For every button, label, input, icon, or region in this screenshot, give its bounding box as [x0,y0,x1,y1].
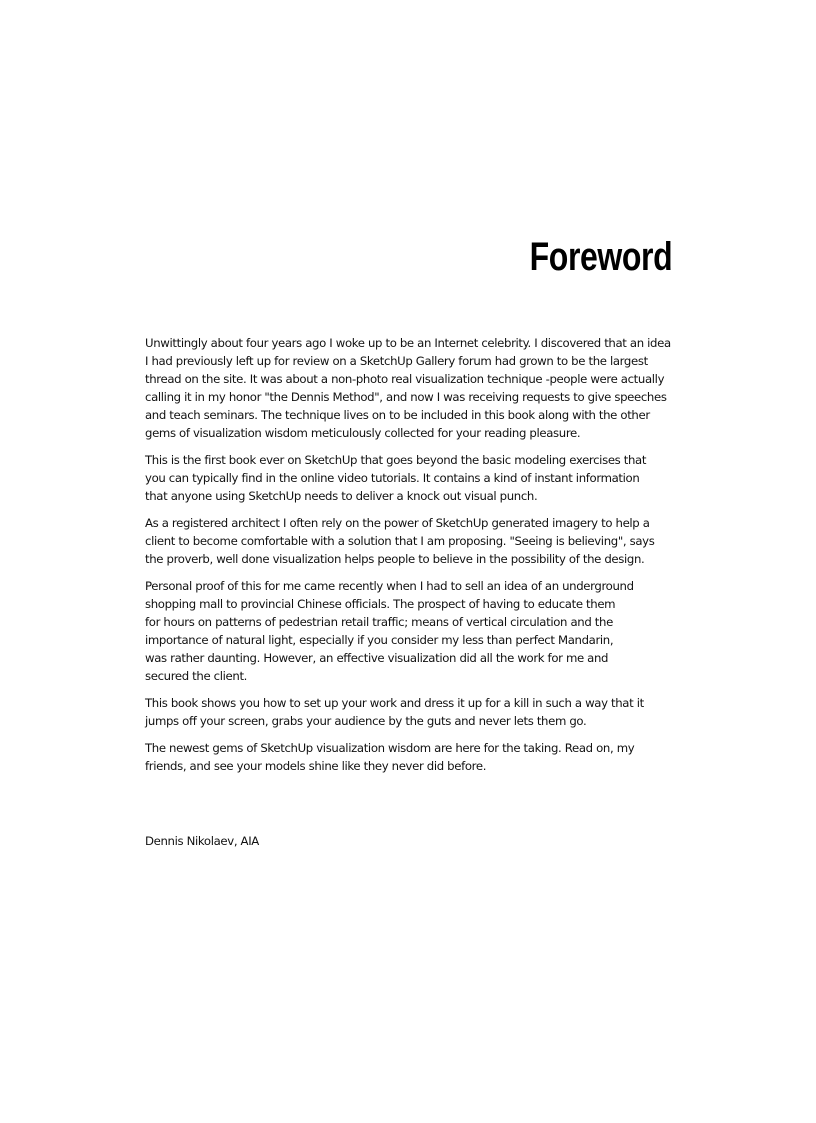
text-line: secured the client. [145,669,248,683]
text-line: The newest gems of SketchUp visualization wisdom are here for the taking. Read on, my [145,741,635,755]
text-line: you can typically find in the online video tutorials. It contains a kind of instant information [145,471,640,485]
text-line: for hours on patterns of pedestrian retail traffic; means of vertical circulation and the [145,615,613,629]
text-line: gems of visualization wisdom meticulously collected for your reading pleasure. [145,426,581,440]
text-line: that anyone using SketchUp needs to deliver a knock out visual punch. [145,489,538,503]
text-line: jumps off your screen, grabs your audience by the guts and never lets them go. [145,714,587,728]
paragraph-3 [145,514,675,568]
text-line: thread on the site. It was about a non-photo real visualization technique -people were actually [145,372,665,386]
text-line: As a registered architect I often rely on the power of SketchUp generated imagery to help a [145,516,650,530]
text-line: Unwittingly about four years ago I woke up to be an Internet celebrity. I discovered that an idea [145,336,671,350]
text-line: calling it in my honor "the Dennis Method", and now I was receiving requests to give speeches [145,390,667,404]
paragraph-1 [145,334,675,442]
paragraph-2 [145,451,675,505]
paragraph-6 [145,739,675,775]
text-line: friends, and see your models shine like they never did before. [145,759,487,773]
paragraph-5 [145,694,675,730]
text-line: the proverb, well done visualization helps people to believe in the possibility of the design. [145,552,645,566]
author-signature: Dennis Nikolaev, AIA [145,834,259,848]
text-line: and teach seminars. The technique lives on to be included in this book along with the other [145,408,650,422]
text-line: client to become comfortable with a solution that I am proposing. "Seeing is believing", says [145,534,655,548]
paragraph-4 [145,577,675,685]
text-line: I had previously left up for review on a SketchUp Gallery forum had grown to be the largest [145,354,648,368]
text-line: This is the first book ever on SketchUp that goes beyond the basic modeling exercises that [145,453,647,467]
text-line: importance of natural light, especially if you consider my less than perfect Mandarin, [145,633,614,647]
foreword-body [145,334,675,784]
text-line: This book shows you how to set up your work and dress it up for a kill in such a way that it [145,696,644,710]
text-line: Personal proof of this for me came recently when I had to sell an idea of an underground [145,579,634,593]
text-line: shopping mall to provincial Chinese officials. The prospect of having to educate them [145,597,616,611]
text-line: was rather daunting. However, an effective visualization did all the work for me and [145,651,609,665]
page-title: Foreword [529,235,672,279]
